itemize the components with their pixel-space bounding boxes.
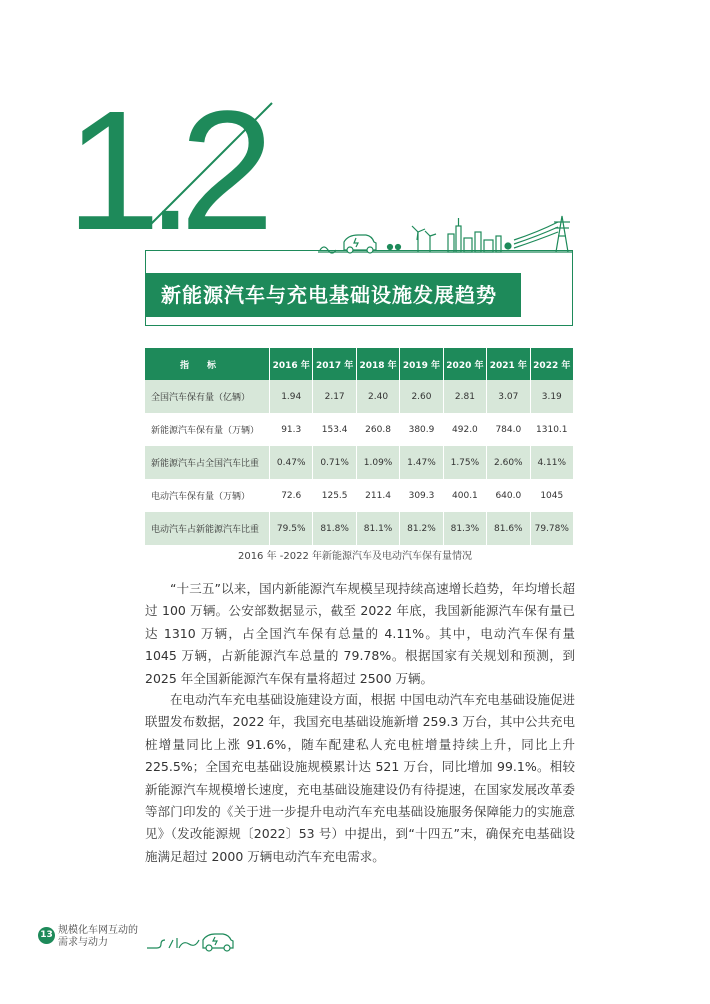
footer-title-line: 规模化车网互动的 (58, 925, 138, 936)
cell: 1.94 (270, 380, 313, 413)
footer-title (58, 925, 138, 949)
cell: 81.6% (487, 512, 530, 545)
page-number: 13 (38, 927, 55, 944)
cell: 211.4 (356, 479, 399, 512)
table-header-year: 2022 年 (530, 348, 573, 380)
cell: 2.60 (400, 380, 443, 413)
section-number: 1.2 (66, 76, 261, 266)
table-row (145, 413, 573, 446)
table-row (145, 479, 573, 512)
table-header-year: 2017 年 (313, 348, 356, 380)
cell: 260.8 (356, 413, 399, 446)
cell: 153.4 (313, 413, 356, 446)
cell: 3.19 (530, 380, 573, 413)
cell: 81.8% (313, 512, 356, 545)
table-header-year: 2018 年 (356, 348, 399, 380)
cell: 492.0 (443, 413, 486, 446)
tree-icon (388, 245, 401, 250)
cell: 1.09% (356, 446, 399, 479)
row-label: 电动汽车保有量（万辆） (145, 479, 270, 512)
cell: 1045 (530, 479, 573, 512)
body-paragraph: “十三五”以来，国内新能源汽车规模呈现持续高速增长趋势，年均增长超过 100 万辆。公安部数据显示，截至 2022 年底，我国新能源汽车保有量已达 1310 万辆，占全国汽车保有总量的 4.11%。其中，电动汽车保有量 1045 万辆，占新能源汽车总量的 79.78%。根据国家有关规划和预测，到 2025 年全国新能源汽车保有量将超过 2500 万辆。 (145, 581, 575, 686)
row-label: 新能源汽车占全国汽车比重 (145, 446, 270, 479)
cell: 2.81 (443, 380, 486, 413)
cell: 784.0 (487, 413, 530, 446)
cell: 79.78% (530, 512, 573, 545)
cell: 2.40 (356, 380, 399, 413)
table-header-year: 2019 年 (400, 348, 443, 380)
wind-turbine-icon (412, 226, 436, 252)
cell: 309.3 (400, 479, 443, 512)
cell: 400.1 (443, 479, 486, 512)
body-paragraph: 在电动汽车充电基础设施建设方面，根据 中国电动汽车充电基础设施促进联盟发布数据，2022 年，我国充电基础设施新增 259.3 万台，其中公共充电桩增量同比上涨 91.6%，随车配建私人充电桩增量持续上升，同比上升 225.5%；全国充电基础设施规模累计达 521 万台，同比增加 99.1%。相较新能源汽车规模增长速度，充电基础设施建设仍有待提速，在国家发展改革委等部门印发的《关于进一步提升电动汽车充电基础设施服务保障能力的实施意见》（发改能源规〔2022〕53 号）中提出，到“十四五”末，确保充电基础设施满足超过 2000 万辆电动汽车充电需求。 (145, 692, 575, 864)
table-caption: 2016 年 -2022 年新能源汽车及电动汽车保有量情况 (237, 551, 473, 562)
data-table (145, 348, 573, 545)
cell: 1310.1 (530, 413, 573, 446)
table-header-row (145, 348, 573, 380)
city-skyline-icon (318, 210, 578, 260)
table-header-year: 2016 年 (270, 348, 313, 380)
cell: 79.5% (270, 512, 313, 545)
row-label: 电动汽车占新能源汽车比重 (145, 512, 270, 545)
cell: 1.75% (443, 446, 486, 479)
cell: 91.3 (270, 413, 313, 446)
table-row (145, 380, 573, 413)
cell: 0.47% (270, 446, 313, 479)
ev-car-icon (145, 926, 237, 952)
cell: 2.60% (487, 446, 530, 479)
table-row (145, 512, 573, 545)
cell: 3.07 (487, 380, 530, 413)
section-title: 新能源汽车与充电基础设施发展趋势 (145, 273, 521, 317)
table-header-label: 指标 (145, 348, 270, 380)
cell: 125.5 (313, 479, 356, 512)
cell: 81.2% (400, 512, 443, 545)
row-label: 新能源汽车保有量（万辆） (145, 413, 270, 446)
cell: 1.47% (400, 446, 443, 479)
cell: 4.11% (530, 446, 573, 479)
footer-title-line: 需求与动力 (58, 937, 108, 948)
table-header-year: 2020 年 (443, 348, 486, 380)
cell: 380.9 (400, 413, 443, 446)
table-row (145, 446, 573, 479)
cell: 2.17 (313, 380, 356, 413)
ev-car-icon (344, 235, 376, 253)
cell: 72.6 (270, 479, 313, 512)
cell: 640.0 (487, 479, 530, 512)
cell: 81.3% (443, 512, 486, 545)
cell: 81.1% (356, 512, 399, 545)
power-tower-icon (514, 216, 570, 252)
decorative-slash (140, 100, 280, 230)
cell: 0.71% (313, 446, 356, 479)
table-header-year: 2021 年 (487, 348, 530, 380)
row-label: 全国汽车保有量（亿辆） (145, 380, 270, 413)
